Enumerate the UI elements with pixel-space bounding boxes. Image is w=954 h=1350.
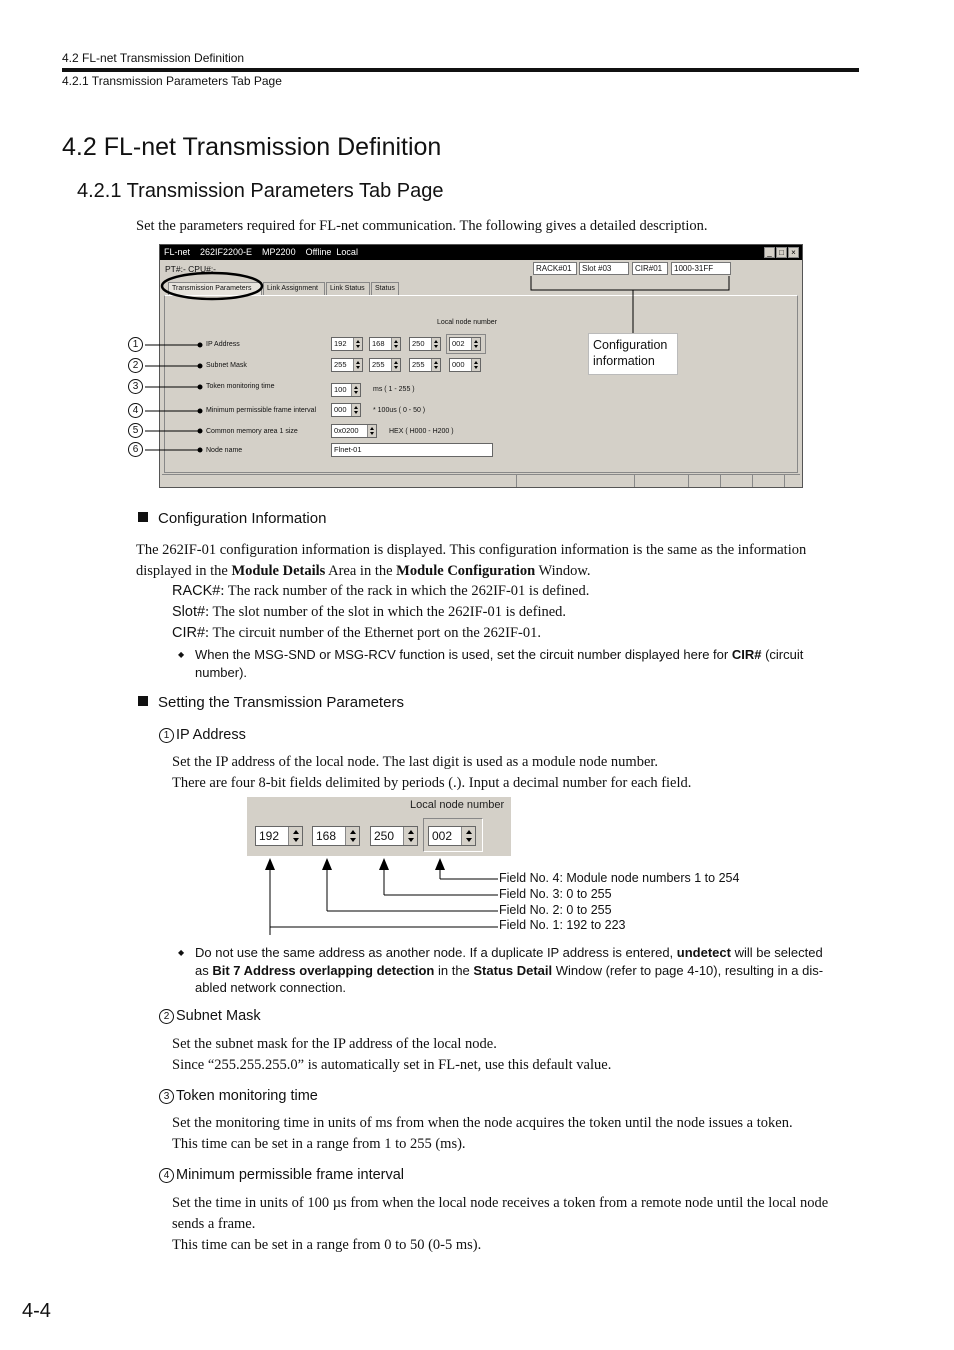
min-frame-paragraph-2: sends a frame. [172, 1216, 256, 1232]
ip-address-screenshot [247, 797, 511, 856]
callout-number-1: 1 [128, 337, 143, 352]
config-section-title: Configuration Information [158, 510, 327, 527]
section-title: 4.2.1 Transmission Parameters Tab Page [77, 180, 444, 202]
intro-text: Set the parameters required for FL-net communication. The following gives a detailed description. [136, 218, 708, 234]
minimize-icon[interactable]: _ [764, 247, 775, 258]
tab-transmission-parameters[interactable]: Transmission Parameters [168, 282, 262, 295]
setting-section-title: Setting the Transmission Parameters [158, 694, 404, 711]
config-info-callout: Configuration information [588, 333, 678, 375]
local-node-number-label: Local node number [410, 799, 505, 811]
min-frame-unit: * 100us ( 0 - 50 ) [373, 407, 426, 414]
subnet-mask-heading: 2 Subnet Mask [159, 1008, 261, 1024]
duplicate-ip-note: Do not use the same address as another node. If a duplicate IP address is entered, undetect will be selected as Bit 7 Address overlapping detection in the Status Detail Window (refer to page 4-10), resulting in a dis- abled network connection. [195, 945, 824, 995]
running-header-section: 4.2 FL-net Transmission Definition [62, 51, 245, 65]
token-monitoring-heading: 3 Token monitoring time [159, 1088, 318, 1104]
tab-status[interactable]: Status [371, 282, 399, 295]
section-bullet [138, 512, 148, 522]
subnet-field-4[interactable]: 000 [449, 358, 481, 372]
config-paragraph-line1: The 262IF-01 configuration information is displayed. This configuration information is the same as the information [136, 542, 807, 558]
token-paragraph-1: Set the monitoring time in units of ms from when the node acquires the token until the node issues a token. [172, 1115, 793, 1131]
token-monitoring-label: Token monitoring time [206, 383, 275, 390]
config-bracket [531, 276, 729, 290]
ip-paragraph-1: Set the IP address of the local node. The last digit is used as a module node number. [172, 754, 659, 770]
subnet-field-3[interactable]: 255 [409, 358, 441, 372]
min-frame-interval-label: Minimum permissible frame interval [206, 407, 317, 414]
token-unit: ms ( 1 - 255 ) [373, 386, 415, 393]
token-paragraph-2: This time can be set in a range from 1 to 255 (ms). [172, 1136, 466, 1152]
subnet-field-1[interactable]: 255 [331, 358, 363, 372]
slot-definition: Slot#: The slot number of the slot in which the 262IF-01 is defined. [172, 604, 567, 620]
ip-field-arrows [250, 850, 510, 940]
callout-number-6: 6 [128, 442, 143, 457]
field-4-label: Field No. 4: Module node numbers 1 to 254 [499, 871, 740, 885]
tab-link-assignment[interactable]: Link Assignment [263, 282, 325, 295]
node-name-input[interactable]: Flnet-01 [331, 443, 493, 457]
field-1-label: Field No. 1: 192 to 223 [499, 918, 626, 932]
callout-number-2: 2 [128, 358, 143, 373]
ip-field-4[interactable]: 002 [449, 337, 481, 351]
page-title: 4.2 FL-net Transmission Definition [62, 133, 442, 161]
rack-box: RACK#01 [533, 262, 577, 275]
subnet-paragraph-1: Set the subnet mask for the IP address of the local node. [172, 1036, 497, 1052]
note-bullet: ◆ [178, 948, 185, 957]
callout-number-3: 3 [128, 379, 143, 394]
ip-field-1[interactable]: 192 [331, 337, 363, 351]
config-paragraph-line2: displayed in the Module Details Area in the Module Configuration Window. [136, 563, 591, 579]
ip-shot-field-3: 250 [370, 826, 418, 846]
min-frame-heading: 4 Minimum permissible frame interval [159, 1167, 404, 1183]
pt-cpu-label: PT#:- CPU#:- [165, 264, 217, 274]
tab-link-status[interactable]: Link Status [326, 282, 370, 295]
close-icon[interactable]: × [788, 247, 799, 258]
callout-number-4: 4 [128, 403, 143, 418]
subnet-field-2[interactable]: 255 [369, 358, 401, 372]
common-memory-input[interactable]: 0x0200 [331, 424, 377, 438]
slot-box: Slot #03 [579, 262, 629, 275]
common-memory-label: Common memory area 1 size [206, 428, 298, 435]
ip-address-label: IP Address [206, 341, 240, 348]
subnet-paragraph-2: Since “255.255.255.0” is automatically set in FL-net, use this default value. [172, 1057, 612, 1073]
subnet-mask-label: Subnet Mask [206, 362, 247, 369]
running-header-subsection: 4.2.1 Transmission Parameters Tab Page [62, 74, 282, 88]
min-frame-paragraph-3: This time can be set in a range from 0 to 50 (0-5 ms). [172, 1237, 482, 1253]
local-node-number-label: Local node number [437, 319, 497, 326]
page-number: 4-4 [22, 1300, 51, 1322]
cir-definition: CIR#: The circuit number of the Ethernet port on the 262IF-01. [172, 625, 542, 641]
min-frame-interval-input[interactable]: 000 [331, 403, 361, 417]
section-bullet [138, 696, 148, 706]
ip-shot-field-1: 192 [255, 826, 303, 846]
callout-number-5: 5 [128, 423, 143, 438]
ip-shot-field-2: 168 [312, 826, 360, 846]
cir-box: CIR#01 [632, 262, 668, 275]
common-memory-unit: HEX ( H000 - H200 ) [389, 428, 454, 435]
note-bullet: ◆ [178, 650, 185, 659]
maximize-icon[interactable]: □ [776, 247, 787, 258]
range-box: 1000-31FF [671, 262, 731, 275]
token-monitoring-input[interactable]: 100 [331, 383, 361, 397]
ip-shot-field-4: 002 [428, 826, 476, 846]
cir-note: When the MSG-SND or MSG-RCV function is used, set the circuit number displayed here for CIR# (circuit number). [195, 647, 804, 680]
rack-definition: RACK#: The rack number of the rack in which the 262IF-01 is defined. [172, 583, 590, 599]
ip-paragraph-2: There are four 8-bit fields delimited by periods (.). Input a decimal number for each field. [172, 775, 692, 791]
min-frame-paragraph-1: Set the time in units of 100 µs from when the local node receives a token from a remote node until the local node [172, 1195, 829, 1211]
tab-highlight-ellipse [162, 273, 262, 299]
callout-overlay [0, 0, 954, 520]
field-2-label: Field No. 2: 0 to 255 [499, 903, 612, 917]
window-title: FL-net 262IF2200-E MP2200 Offline Local [160, 245, 802, 260]
ip-field-2[interactable]: 168 [369, 337, 401, 351]
ip-address-heading: 1 IP Address [159, 727, 246, 743]
node-name-label: Node name [206, 447, 243, 454]
ip-field-3[interactable]: 250 [409, 337, 441, 351]
field-3-label: Field No. 3: 0 to 255 [499, 887, 612, 901]
